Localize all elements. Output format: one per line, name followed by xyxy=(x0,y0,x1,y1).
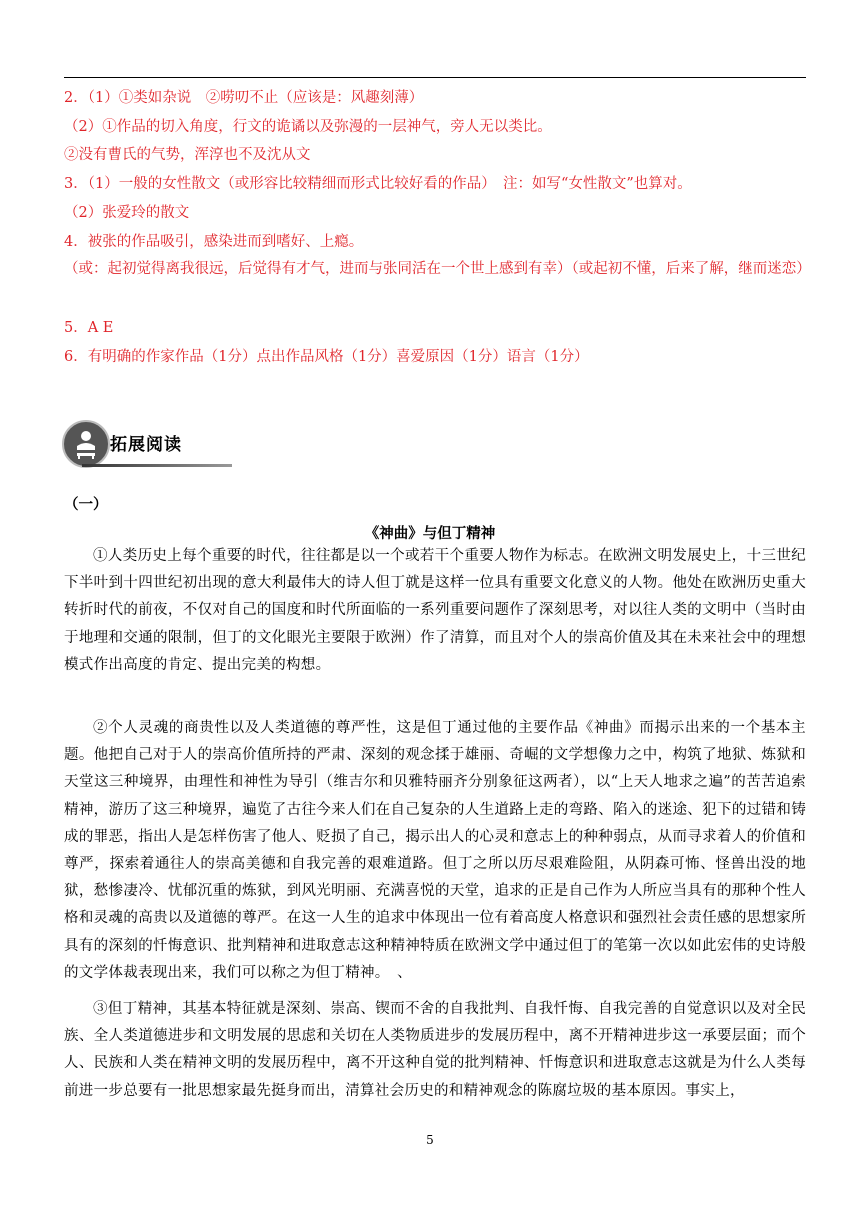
section-label: （一） xyxy=(64,496,108,513)
answer-line: （2）①作品的切入角度，行文的诡谲以及弥漫的一层神气，旁人无以类比。 xyxy=(64,119,552,135)
paragraph-2: ②个人灵魂的商贵性以及人类道德的尊严性，这是但丁通过他的主要作品《神曲》而揭示出来的一个基本主题。他把自己对于人的崇高价值所持的严肃、深刻的观念揉于雄丽、奇崛的文学想像力之中，构筑了地狱、炼狱和天堂这三种境界，由理性和神性为导引（维吉尔和贝雅特丽齐分别象征这两者），以“上天人地求之遍”的苦苦追索精神，游历了这三种境界，遍览了古往今来人们在自己复杂的人生道路上走的弯路、陷入的迷途、犯下的过错和铸成的罪恶，指出人是怎样伤害了他人、贬损了自己，揭示出人的心灵和意志上的种种弱点，从而寻求着人的价值和尊严，探索着通往人的崇高美德和自我完善的艰难道路。但丁之所以历尽艰难险阻，从阴森可怖、怪兽出没的地狱，愁惨凄冷、忧郁沉重的炼狱，到风光明丽、充满喜悦的天堂，追求的正是自己作为人所应当具有的那种个性人格和灵魂的高贵以及道德的尊严。在这一人生的追求中体现出一位有着高度人格意识和强烈社会责任感的思想家所具有的深刻的忏悔意识、批判精神和进取意志这种精神特质在欧洲文学中通过但丁的笔第一次以如此宏伟的史诗般的文学体裁表现出来，我们可以称之为但丁精神。 、 xyxy=(64,720,806,981)
answer-line: （或：起初觉得离我很远，后觉得有才气，进而与张同活在一个世上感到有幸）（或起初不懂，后来了解，继而迷恋） xyxy=(64,261,811,277)
answer-line: 2．（1）①类如杂说 ②唠叨不止（应该是：风趣刻薄） xyxy=(64,90,424,106)
header-rule xyxy=(64,77,806,78)
page-number: 5 xyxy=(426,1133,434,1147)
answer-line: 6．有明确的作家作品（1分）点出作品风格（1分）喜爱原因（1分）语言（1分） xyxy=(64,349,589,365)
answer-line: 3．（1）一般的女性散文（或形容比较精细而形式比较好看的作品） 注：如写“女性散文”也算对。 xyxy=(64,176,692,192)
paragraph-1: ①人类历史上每个重要的时代，往往都是以一个或若干个重要人物作为标志。在欧洲文明发展史上，十三世纪下半叶到十四世纪初出现的意大利最伟大的诗人但丁就是这样一位具有重要文化意义的人物。他处在欧洲历史重大转折时代的前夜，不仅对自己的国度和时代所面临的一系列重要问题作了深刻思考，对以往人类的文明中（当时由于地理和交通的限制，但丁的文化眼光主要限于欧洲）作了清算，而且对个人的崇高价值及其在未来社会中的理想模式作出高度的肯定、提出完美的构想。 xyxy=(64,548,806,673)
answer-line: ②没有曹氏的气势，浑淳也不及沈从文 xyxy=(64,147,311,163)
answer-line: （2）张爱玲的散文 xyxy=(64,205,190,221)
answer-line: 4．被张的作品吸引，感染进而到嗜好、上瘾。 xyxy=(64,234,364,250)
reader-icon xyxy=(62,420,110,468)
header-underline xyxy=(82,464,232,467)
section-title: 拓展阅读 xyxy=(110,435,182,455)
paragraph-3: ③但丁精神，其基本特征就是深刻、崇高、锲而不舍的自我批判、自我忏悔、自我完善的自觉意识以及对全民族、全人类道德进步和文明发展的思虑和关切在人类物质进步的发展历程中，离不开精神进步这一承要层面；而个人、民族和人类在精神文明的发展历程中，离不开这种自觉的批判精神、忏悔意识和进取意志这就是为什么人类每前进一步总要有一批思想家最先挺身而出，清算社会历史的和精神观念的陈腐垃圾的基本原因。事实上， xyxy=(64,1001,806,1099)
answer-line: 5．A E xyxy=(64,320,114,336)
section-header xyxy=(62,420,262,470)
article-title: 《神曲》与但丁精神 xyxy=(364,525,496,542)
